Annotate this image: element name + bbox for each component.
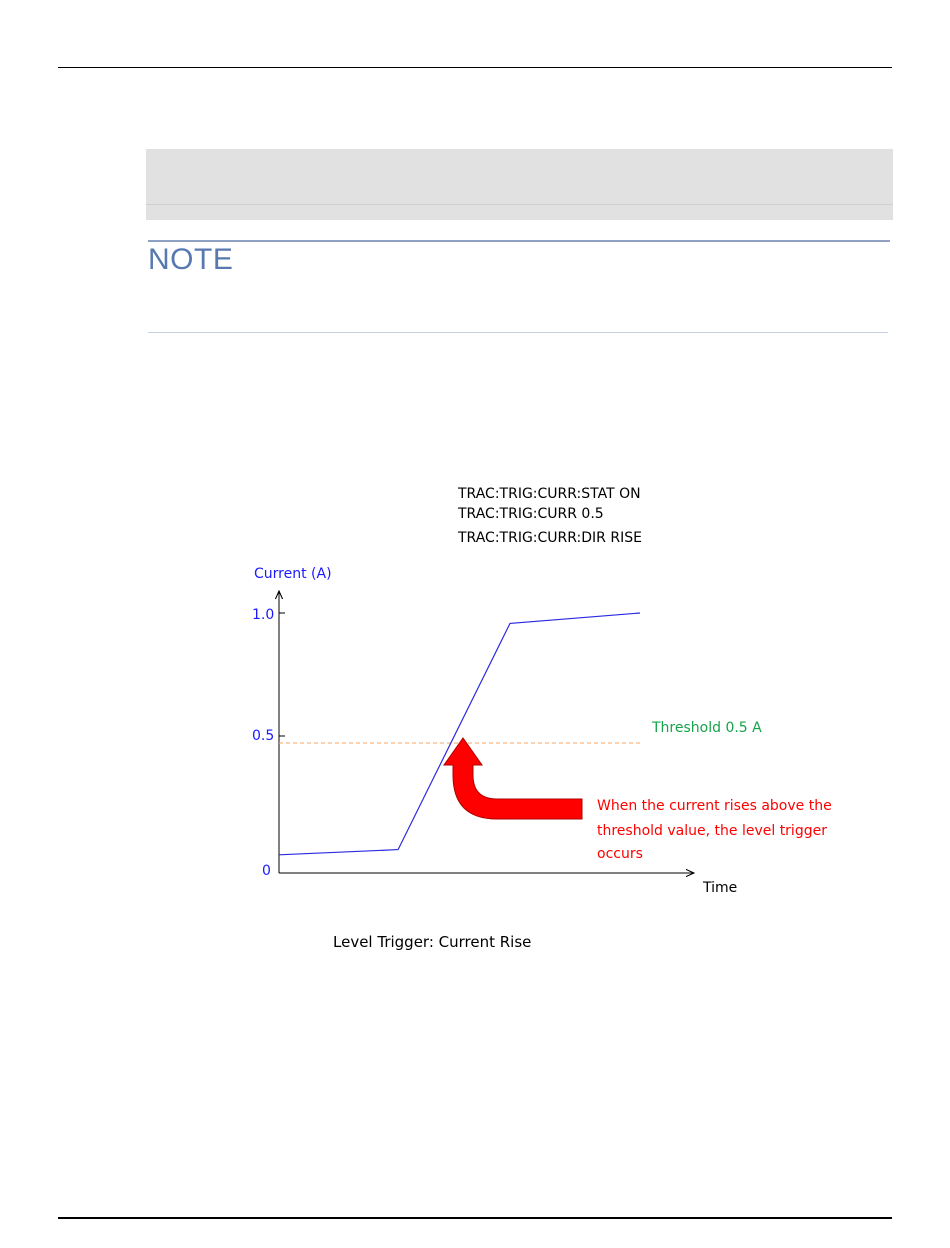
command-line-2: TRAC:TRIG:CURR 0.5 [458,506,604,522]
annotation-line-2: threshold value, the level trigger [597,823,827,839]
note-title: NOTE [148,243,234,276]
y-axis-label: Current (A) [254,566,332,582]
figure-caption: Level Trigger: Current Rise [333,933,532,951]
y-tick-label-0: 0 [262,863,271,879]
y-tick-label-1: 1.0 [252,607,275,623]
current-curve [279,613,640,855]
trigger-arrow-body [444,738,582,819]
command-line-1: TRAC:TRIG:CURR:STAT ON [458,486,641,502]
x-axis-label: Time [703,880,738,896]
y-tick-label-0.5: 0.5 [252,728,275,744]
annotation-line-1: When the current rises above the [597,798,832,814]
threshold-label: Threshold 0.5 A [652,720,762,736]
footer-rule [58,1217,892,1219]
annotation-line-3: occurs [597,846,643,862]
command-line-3: TRAC:TRIG:CURR:DIR RISE [458,530,642,546]
